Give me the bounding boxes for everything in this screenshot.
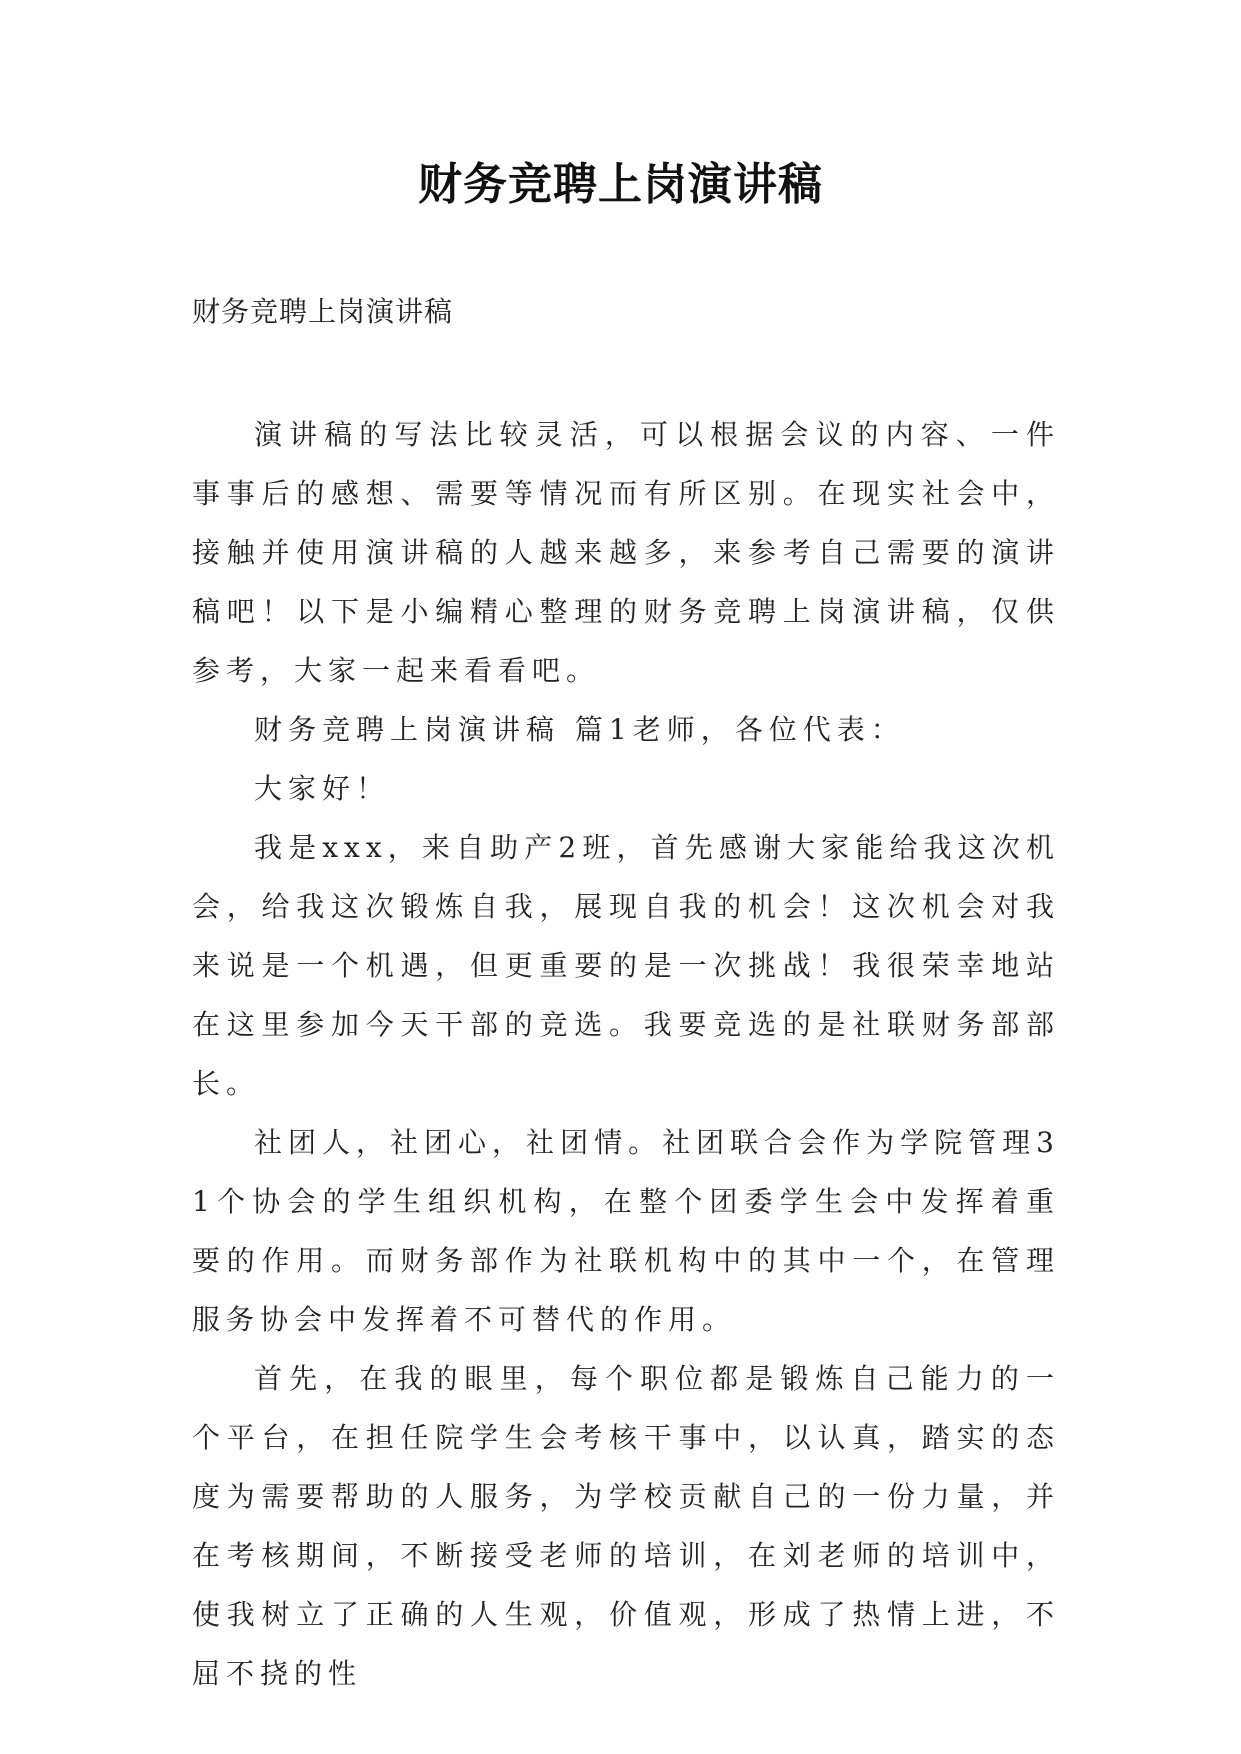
paragraph-greeting: 大家好！ (254, 772, 391, 805)
document-subtitle: 财务竞聘上岗演讲稿 (192, 295, 454, 328)
paragraph-self-introduction: 我是xxx，来自助产2班，首先感谢大家能给我这次机会，给我这次锻炼自我，展现自我的机会！这次机会对我来说是一个机遇，但更重要的是一次挑战！我很荣幸地站在这里参加今天干部的竞选。我要竞选的是社联财务部部长。 (192, 831, 1060, 1100)
document-body (192, 405, 1060, 1703)
paragraph-experience: 首先，在我的眼里，每个职位都是锻炼自己能力的一个平台，在担任院学生会考核干事中，以认真，踏实的态度为需要帮助的人服务，为学校贡献自己的一份力量，并在考核期间，不断接受老师的培训，在刘老师的培训中，使我树立了正确的人生观，价值观，形成了热情上进，不屈不挠的性 (192, 1362, 1060, 1690)
document-title: 财务竞聘上岗演讲稿 (418, 159, 823, 210)
paragraph-club-union: 社团人，社团心，社团情。社团联合会作为学院管理31个协会的学生组织机构，在整个团委学生会中发挥着重要的作用。而财务部作为社联机构中的其中一个，在管理服务协会中发挥着不可替代的作用。 (192, 1126, 1060, 1336)
paragraph-intro: 演讲稿的写法比较灵活，可以根据会议的内容、一件事事后的感想、需要等情况而有所区别。在现实社会中，接触并使用演讲稿的人越来越多，来参考自己需要的演讲稿吧！以下是小编精心整理的财务竞聘上岗演讲稿，仅供参考，大家一起来看看吧。 (192, 418, 1060, 687)
paragraph-section-heading: 财务竞聘上岗演讲稿 篇1老师，各位代表： (254, 713, 905, 746)
